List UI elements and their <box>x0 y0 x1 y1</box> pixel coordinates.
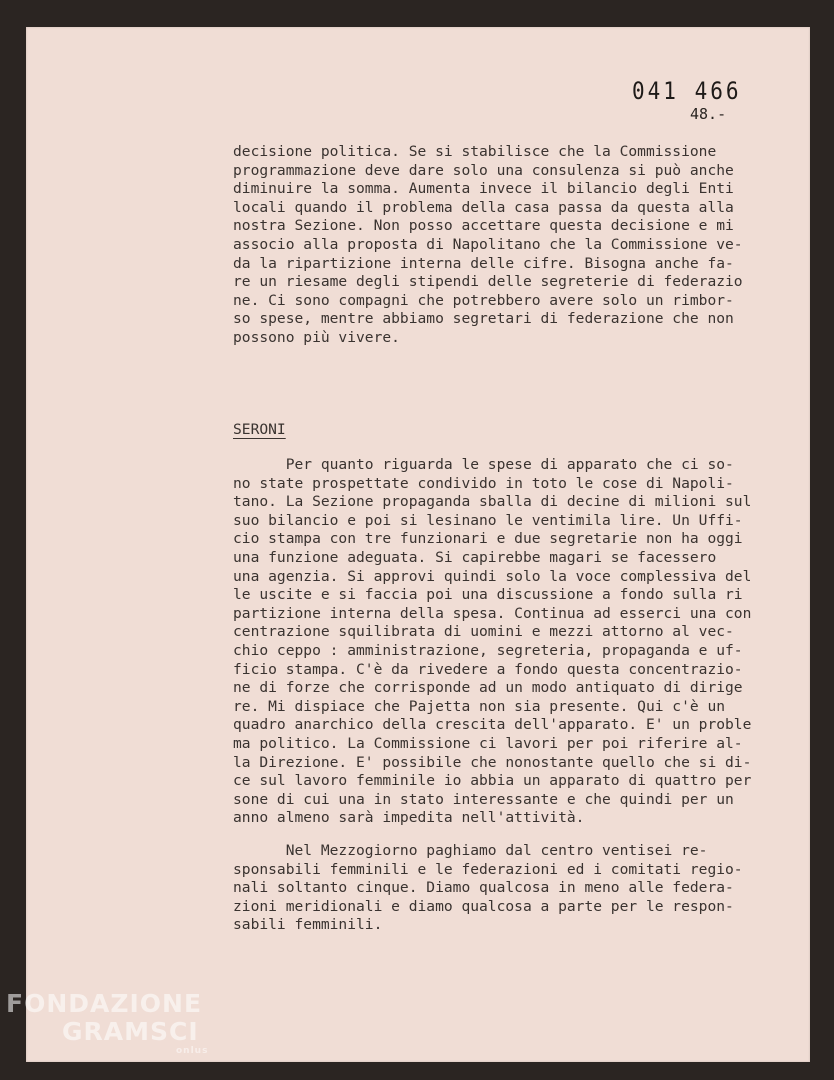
paragraph-continuation: decisione politica. Se si stabilisce che la Commissione programmazione deve dare solo una consulenza si può anche diminuire la somma. Aumenta invece il bilancio degli Enti locali quando il problema della casa passa da questa alla nostra Sezione. Non posso accettare questa decisione e mi associo alla proposta di Napolitano che la Commissione ve- da la ripartizione interna delle cifre. Bisogna anche fa- re un riesame degli stipendi delle segreterie di federazio ne. Ci sono compagni che potrebbero avere solo un rimbor- so spese, mentre abbiamo segretari di federazione che non possono più vivere. <box>233 143 743 346</box>
paragraph-seroni-2: Nel Mezzogiorno paghiamo dal centro ventisei re- sponsabili femminili e le federazioni ed i comitati regio- nali soltanto cinque. Diamo qualcosa in meno alle federa- zioni meridionali e diamo qualcosa a parte per le respon- sabili femminili. <box>233 842 743 934</box>
archive-number: 041 466 <box>632 77 742 105</box>
fondazione-gramsci-watermark <box>6 990 208 1056</box>
page-number: 48.- <box>690 105 727 123</box>
watermark-line-2: GRAMSCI <box>62 1017 199 1046</box>
watermark-line-1: FONDAZIONE <box>6 989 203 1018</box>
paragraph-seroni-1: Per quanto riguarda le spese di apparato che ci so- no state prospettate condivido in toto le cose di Napoli- tano. La Sezione propaganda sballa di decine di milioni sul suo bilancio e poi si lesinano le ventimila lire. Un Uffi- cio stampa con tre funzionari e due segretarie non ha oggi una funzione adeguata. Si capirebbe magari se facessero una agenzia. Si approvi quindi solo la voce complessiva del le uscite e si faccia poi una discussione a fondo sulla ri partizione interna della spesa. Continua ad esserci una con centrazione squilibrata di uomini e mezzi attorno al vec- chio ceppo : amministrazione, segreteria, propaganda e uf- ficio stampa. C'è da rivedere a fondo questa concentrazio- ne di forze che corrisponde ad un modo antiquato di dirige re. Mi dispiace che Pajetta non sia presente. Qui c'è un quadro anarchico della crescita dell'apparato. E' un proble ma politico. La Commissione ci lavori per poi riferire al- la Direzione. E' possibile che nonostante quello che si di- ce sul lavoro femminile io abbia un apparato di quattro per sone di cui una in stato interessante e che quindi per un anno almeno sarà impedita nell'attività. <box>233 456 752 827</box>
speaker-heading: SERONI <box>233 421 286 438</box>
watermark-line-3: onlus <box>176 1046 209 1056</box>
